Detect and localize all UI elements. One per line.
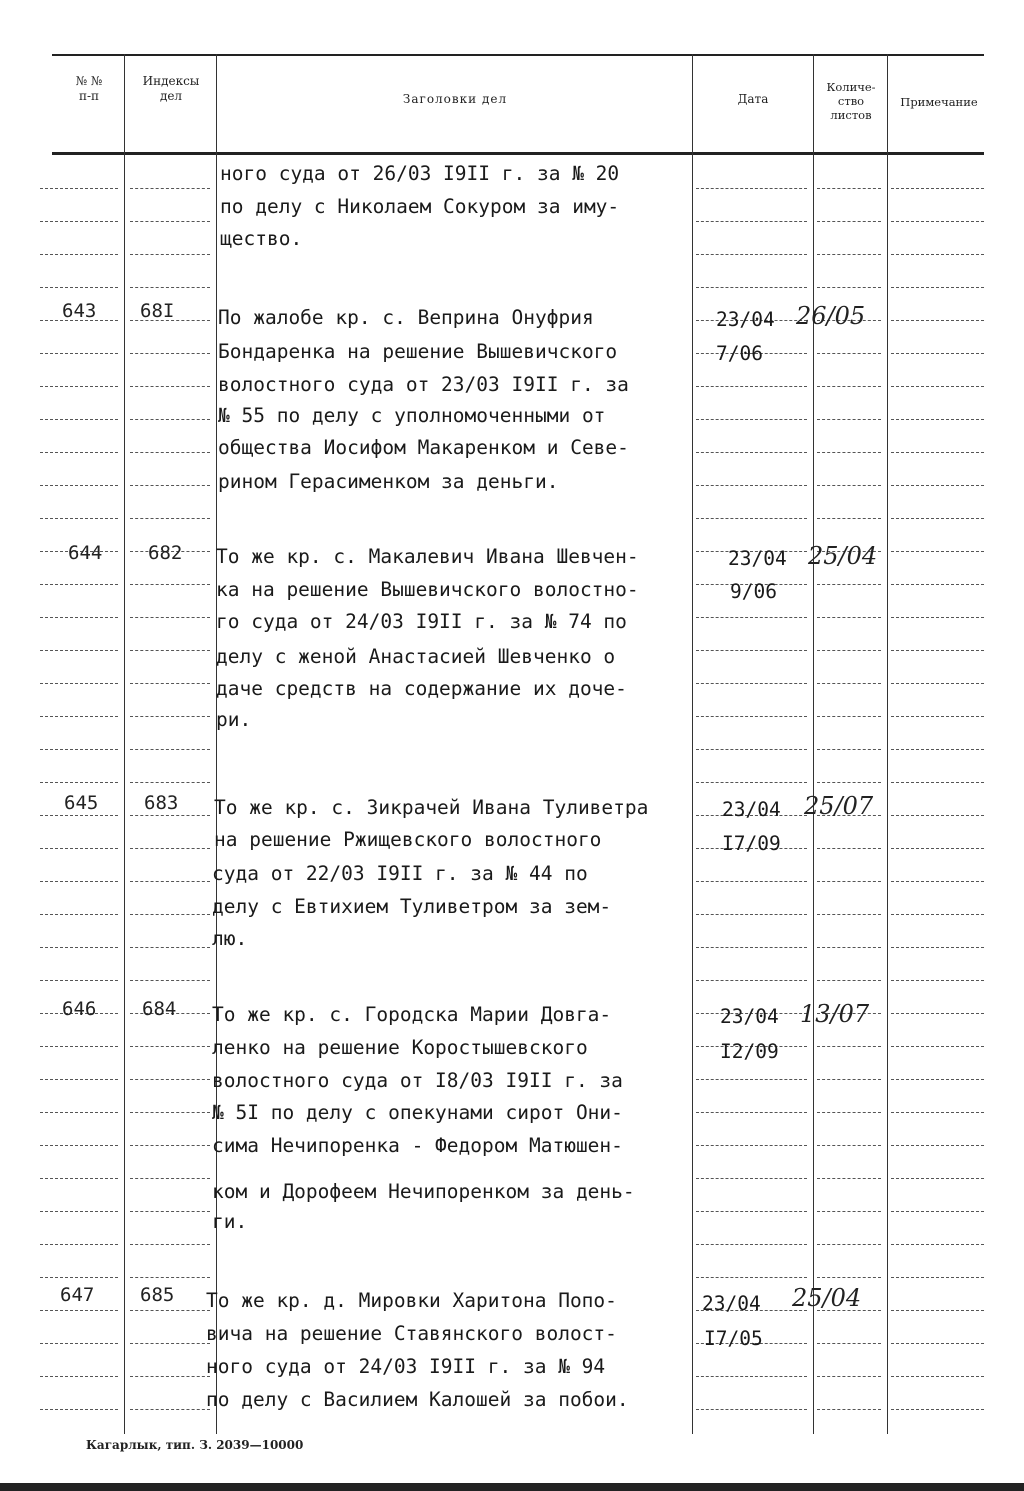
- ruled-line: [696, 287, 807, 288]
- ruled-line: [130, 1211, 210, 1212]
- title-line: То же кр. с. Макалевич Ивана Шевчен-: [216, 545, 639, 568]
- ruled-line: [891, 254, 984, 255]
- ruled-line: [891, 188, 984, 189]
- entry-index: 68I: [140, 300, 175, 322]
- header-sheet-count: Количе- ство листов: [826, 80, 876, 122]
- ruled-line: [130, 485, 210, 486]
- ruled-line: [891, 1244, 984, 1245]
- title-line: вича на решение Ставянского волост-: [206, 1322, 617, 1345]
- title-line: волостного суда от I8/03 I9II г. за: [212, 1069, 623, 1092]
- ruled-line: [891, 221, 984, 222]
- header-num: № № п-п: [75, 74, 103, 103]
- ruled-line: [817, 1277, 881, 1278]
- ruled-line: [40, 188, 118, 189]
- ruled-line: [696, 221, 807, 222]
- ruled-line: [130, 1277, 210, 1278]
- ruled-line: [130, 848, 210, 849]
- ruled-line: [130, 188, 210, 189]
- ruled-line: [40, 1376, 118, 1377]
- ruled-line: [130, 1079, 210, 1080]
- ruled-line: [40, 914, 118, 915]
- ruled-line: [891, 782, 984, 783]
- header-index: Индексы дел: [142, 74, 200, 103]
- title-line: То же кр. д. Мировки Харитона Попо-: [206, 1289, 617, 1312]
- ruled-line: [817, 452, 881, 453]
- ruled-line: [40, 716, 118, 717]
- ruled-line: [817, 617, 881, 618]
- ruled-line: [40, 749, 118, 750]
- ruled-line: [817, 188, 881, 189]
- ruled-line: [817, 980, 881, 981]
- ruled-line: [817, 1343, 881, 1344]
- ruled-line: [130, 782, 210, 783]
- ruled-line: [891, 617, 984, 618]
- ruled-line: [40, 254, 118, 255]
- ruled-line: [40, 617, 118, 618]
- top-border: [52, 54, 984, 56]
- ruled-line: [130, 1310, 210, 1311]
- title-line: ного суда от 26/03 I9II г. за № 20: [220, 162, 620, 185]
- ruled-line: [130, 221, 210, 222]
- ruled-line: [696, 485, 807, 486]
- ruled-line: [696, 716, 807, 717]
- ruled-line: [817, 1178, 881, 1179]
- ruled-line: [40, 353, 118, 354]
- ruled-line: [696, 188, 807, 189]
- ruled-line: [40, 650, 118, 651]
- ruled-line: [40, 485, 118, 486]
- ruled-line: [40, 1079, 118, 1080]
- ruled-line: [817, 716, 881, 717]
- ruled-line: [130, 617, 210, 618]
- ruled-line: [40, 584, 118, 585]
- title-line: № 55 по делу с уполномоченными от: [218, 404, 606, 427]
- ruled-line: [130, 1112, 210, 1113]
- ruled-line: [696, 650, 807, 651]
- title-line: ного суда от 24/03 I9II г. за № 94: [206, 1355, 606, 1378]
- date-end: 9/06: [730, 580, 777, 603]
- ruled-line: [130, 683, 210, 684]
- ruled-line: [130, 287, 210, 288]
- title-line: по делу с Николаем Сокуром за иму-: [220, 195, 620, 218]
- title-line: ги.: [212, 1210, 248, 1233]
- ruled-line: [817, 584, 881, 585]
- ruled-line: [130, 1409, 210, 1410]
- title-line: сима Нечипоренка - Федором Матюшен-: [212, 1134, 623, 1157]
- sheet-count-handwritten: 25/04: [792, 1284, 862, 1312]
- entry-number: 643: [62, 300, 97, 322]
- entry-index: 683: [144, 792, 179, 814]
- ruled-line: [891, 1178, 984, 1179]
- ruled-line: [891, 452, 984, 453]
- ruled-line: [696, 1409, 807, 1410]
- ruled-line: [891, 1409, 984, 1410]
- ruled-line: [817, 1211, 881, 1212]
- ruled-line: [130, 815, 210, 816]
- entry-index: 682: [148, 542, 183, 564]
- col-divider-5: [887, 54, 888, 1434]
- ruled-line: [696, 1244, 807, 1245]
- ruled-line: [696, 1112, 807, 1113]
- title-line: ком и Дорофеем Нечипоренком за день-: [212, 1180, 635, 1203]
- ruled-line: [40, 287, 118, 288]
- ruled-line: [696, 419, 807, 420]
- title-line: волостного суда от 23/03 I9II г. за: [218, 373, 629, 396]
- ruled-line: [40, 1046, 118, 1047]
- ruled-line: [891, 914, 984, 915]
- ruled-line: [696, 1079, 807, 1080]
- ruled-line: [817, 749, 881, 750]
- ruled-line: [696, 749, 807, 750]
- ruled-line: [40, 947, 118, 948]
- ruled-line: [891, 881, 984, 882]
- ruled-line: [891, 815, 984, 816]
- scan-edge-bar: [0, 1483, 1024, 1491]
- ruled-line: [891, 1310, 984, 1311]
- ruled-line: [817, 1112, 881, 1113]
- ruled-line: [40, 1277, 118, 1278]
- title-line: То же кр. с. Городска Марии Довга-: [212, 1003, 612, 1026]
- ruled-line: [130, 1376, 210, 1377]
- ruled-line: [891, 551, 984, 552]
- title-line: № 5I по делу с опекунами сирот Они-: [212, 1101, 623, 1124]
- entry-number: 644: [68, 542, 103, 564]
- ruled-line: [891, 1277, 984, 1278]
- ruled-line: [696, 254, 807, 255]
- ruled-line: [696, 881, 807, 882]
- ruled-line: [817, 1376, 881, 1377]
- ruled-line: [696, 980, 807, 981]
- ruled-line: [696, 617, 807, 618]
- ruled-line: [40, 419, 118, 420]
- ruled-line: [40, 386, 118, 387]
- title-line: по делу с Василием Калошей за побои.: [206, 1388, 629, 1411]
- date-end: I7/05: [704, 1327, 763, 1350]
- ruled-line: [696, 947, 807, 948]
- ruled-line: [130, 452, 210, 453]
- date-start: 23/04: [720, 1005, 779, 1028]
- printer-imprint: Кагарлык, тип. З. 2039—10000: [86, 1438, 304, 1452]
- col-divider-4: [813, 54, 814, 1434]
- ruled-line: [696, 782, 807, 783]
- title-line: ленко на решение Коростышевского: [212, 1036, 588, 1059]
- ruled-line: [891, 716, 984, 717]
- ruled-line: [891, 386, 984, 387]
- ruled-line: [891, 485, 984, 486]
- ruled-line: [817, 353, 881, 354]
- ruled-line: [130, 419, 210, 420]
- title-line: ка на решение Вышевичского волостно-: [216, 578, 639, 601]
- title-line: делу с женой Анастасией Шевченко о: [216, 645, 616, 668]
- title-line: рином Герасименком за деньги.: [218, 470, 559, 493]
- header-date: Дата: [737, 92, 769, 106]
- sheet-count-handwritten: 25/04: [808, 542, 878, 570]
- ruled-line: [40, 1343, 118, 1344]
- ruled-line: [891, 419, 984, 420]
- ruled-line: [40, 683, 118, 684]
- date-start: 23/04: [722, 798, 781, 821]
- header-bottom-border: [52, 152, 984, 155]
- ruled-line: [40, 1178, 118, 1179]
- ruled-line: [891, 1343, 984, 1344]
- title-line: делу с Евтихием Туливетром за зем-: [212, 895, 612, 918]
- ruled-line: [817, 1046, 881, 1047]
- ruled-line: [817, 650, 881, 651]
- ruled-line: [40, 452, 118, 453]
- ruled-line: [817, 287, 881, 288]
- ruled-line: [696, 518, 807, 519]
- title-line: ри.: [216, 708, 252, 731]
- ruled-line: [817, 1409, 881, 1410]
- ruled-line: [130, 1244, 210, 1245]
- ruled-line: [891, 320, 984, 321]
- ruled-line: [891, 1046, 984, 1047]
- ruled-line: [130, 947, 210, 948]
- entry-index: 684: [142, 998, 177, 1020]
- ruled-line: [891, 353, 984, 354]
- ruled-line: [817, 518, 881, 519]
- ruled-line: [40, 1112, 118, 1113]
- ruled-line: [891, 287, 984, 288]
- title-line: общества Иосифом Макаренком и Севе-: [218, 436, 629, 459]
- ruled-line: [696, 1211, 807, 1212]
- ruled-line: [40, 1145, 118, 1146]
- ruled-line: [130, 650, 210, 651]
- ruled-line: [817, 221, 881, 222]
- ruled-line: [40, 815, 118, 816]
- ruled-line: [891, 650, 984, 651]
- ruled-line: [696, 683, 807, 684]
- ruled-line: [891, 1145, 984, 1146]
- ruled-line: [817, 947, 881, 948]
- ruled-line: [40, 1409, 118, 1410]
- ruled-line: [891, 947, 984, 948]
- ruled-line: [891, 980, 984, 981]
- ruled-line: [130, 1145, 210, 1146]
- sheet-count-handwritten: 25/07: [804, 792, 874, 820]
- title-line: Бондаренка на решение Вышевичского: [218, 340, 618, 363]
- ruled-line: [130, 254, 210, 255]
- ruled-line: [40, 1244, 118, 1245]
- ruled-line: [817, 1145, 881, 1146]
- ruled-line: [817, 419, 881, 420]
- sheet-count-handwritten: 13/07: [800, 1000, 870, 1028]
- ruled-line: [817, 914, 881, 915]
- ruled-line: [130, 914, 210, 915]
- ruled-line: [817, 1079, 881, 1080]
- title-line: лю.: [212, 927, 248, 950]
- ruled-line: [891, 1376, 984, 1377]
- ruled-line: [130, 1178, 210, 1179]
- ruled-line: [130, 1343, 210, 1344]
- ruled-line: [130, 881, 210, 882]
- ruled-line: [40, 1310, 118, 1311]
- ruled-line: [891, 848, 984, 849]
- ruled-line: [130, 353, 210, 354]
- ruled-line: [130, 716, 210, 717]
- ruled-line: [817, 254, 881, 255]
- ruled-line: [817, 683, 881, 684]
- ruled-line: [130, 980, 210, 981]
- ruled-line: [130, 1046, 210, 1047]
- date-start: 23/04: [728, 547, 787, 570]
- ruled-line: [891, 1013, 984, 1014]
- ruled-line: [817, 782, 881, 783]
- ruled-line: [891, 584, 984, 585]
- ruled-line: [891, 683, 984, 684]
- title-line: щество.: [220, 227, 303, 250]
- ruled-line: [891, 1079, 984, 1080]
- sheet-count-handwritten: 26/05: [796, 302, 866, 330]
- date-end: 7/06: [716, 342, 763, 365]
- ruled-line: [130, 749, 210, 750]
- date-start: 23/04: [716, 308, 775, 331]
- ruled-line: [891, 749, 984, 750]
- ruled-line: [130, 518, 210, 519]
- ruled-line: [817, 485, 881, 486]
- title-line: го суда от 24/03 I9II г. за № 74 по: [216, 610, 627, 633]
- ruled-line: [817, 848, 881, 849]
- ruled-line: [40, 518, 118, 519]
- ruled-line: [40, 848, 118, 849]
- title-line: даче средств на содержание их доче-: [216, 677, 627, 700]
- entry-number: 646: [62, 998, 97, 1020]
- ruled-line: [696, 1277, 807, 1278]
- col-divider-1: [124, 54, 125, 1434]
- ruled-line: [891, 1112, 984, 1113]
- ruled-line: [696, 1145, 807, 1146]
- entry-index: 685: [140, 1284, 175, 1306]
- date-end: I2/09: [720, 1040, 779, 1063]
- ruled-line: [40, 881, 118, 882]
- ruled-line: [40, 221, 118, 222]
- date-start: 23/04: [702, 1292, 761, 1315]
- ruled-line: [696, 914, 807, 915]
- ruled-line: [696, 386, 807, 387]
- title-line: на решение Ржищевского волостного: [214, 828, 602, 851]
- col-divider-3: [692, 54, 693, 1434]
- ruled-line: [40, 782, 118, 783]
- ruled-line: [696, 1376, 807, 1377]
- ruled-line: [817, 386, 881, 387]
- ruled-line: [891, 518, 984, 519]
- ruled-line: [130, 386, 210, 387]
- ruled-line: [817, 1244, 881, 1245]
- header-title: Заголовки дел: [402, 92, 508, 106]
- ruled-line: [130, 584, 210, 585]
- title-line: По жалобе кр. с. Веприна Онуфрия: [218, 306, 594, 329]
- ruled-line: [696, 452, 807, 453]
- ruled-line: [40, 980, 118, 981]
- ruled-line: [817, 881, 881, 882]
- ruled-line: [40, 1211, 118, 1212]
- title-line: То же кр. с. Зикрачей Ивана Туливетра: [214, 796, 649, 819]
- ruled-line: [891, 1211, 984, 1212]
- ruled-line: [696, 1178, 807, 1179]
- title-line: суда от 22/03 I9II г. за № 44 по: [212, 862, 588, 885]
- entry-number: 645: [64, 792, 99, 814]
- header-note: Примечание: [900, 95, 978, 109]
- entry-number: 647: [60, 1284, 95, 1306]
- date-end: I7/09: [722, 832, 781, 855]
